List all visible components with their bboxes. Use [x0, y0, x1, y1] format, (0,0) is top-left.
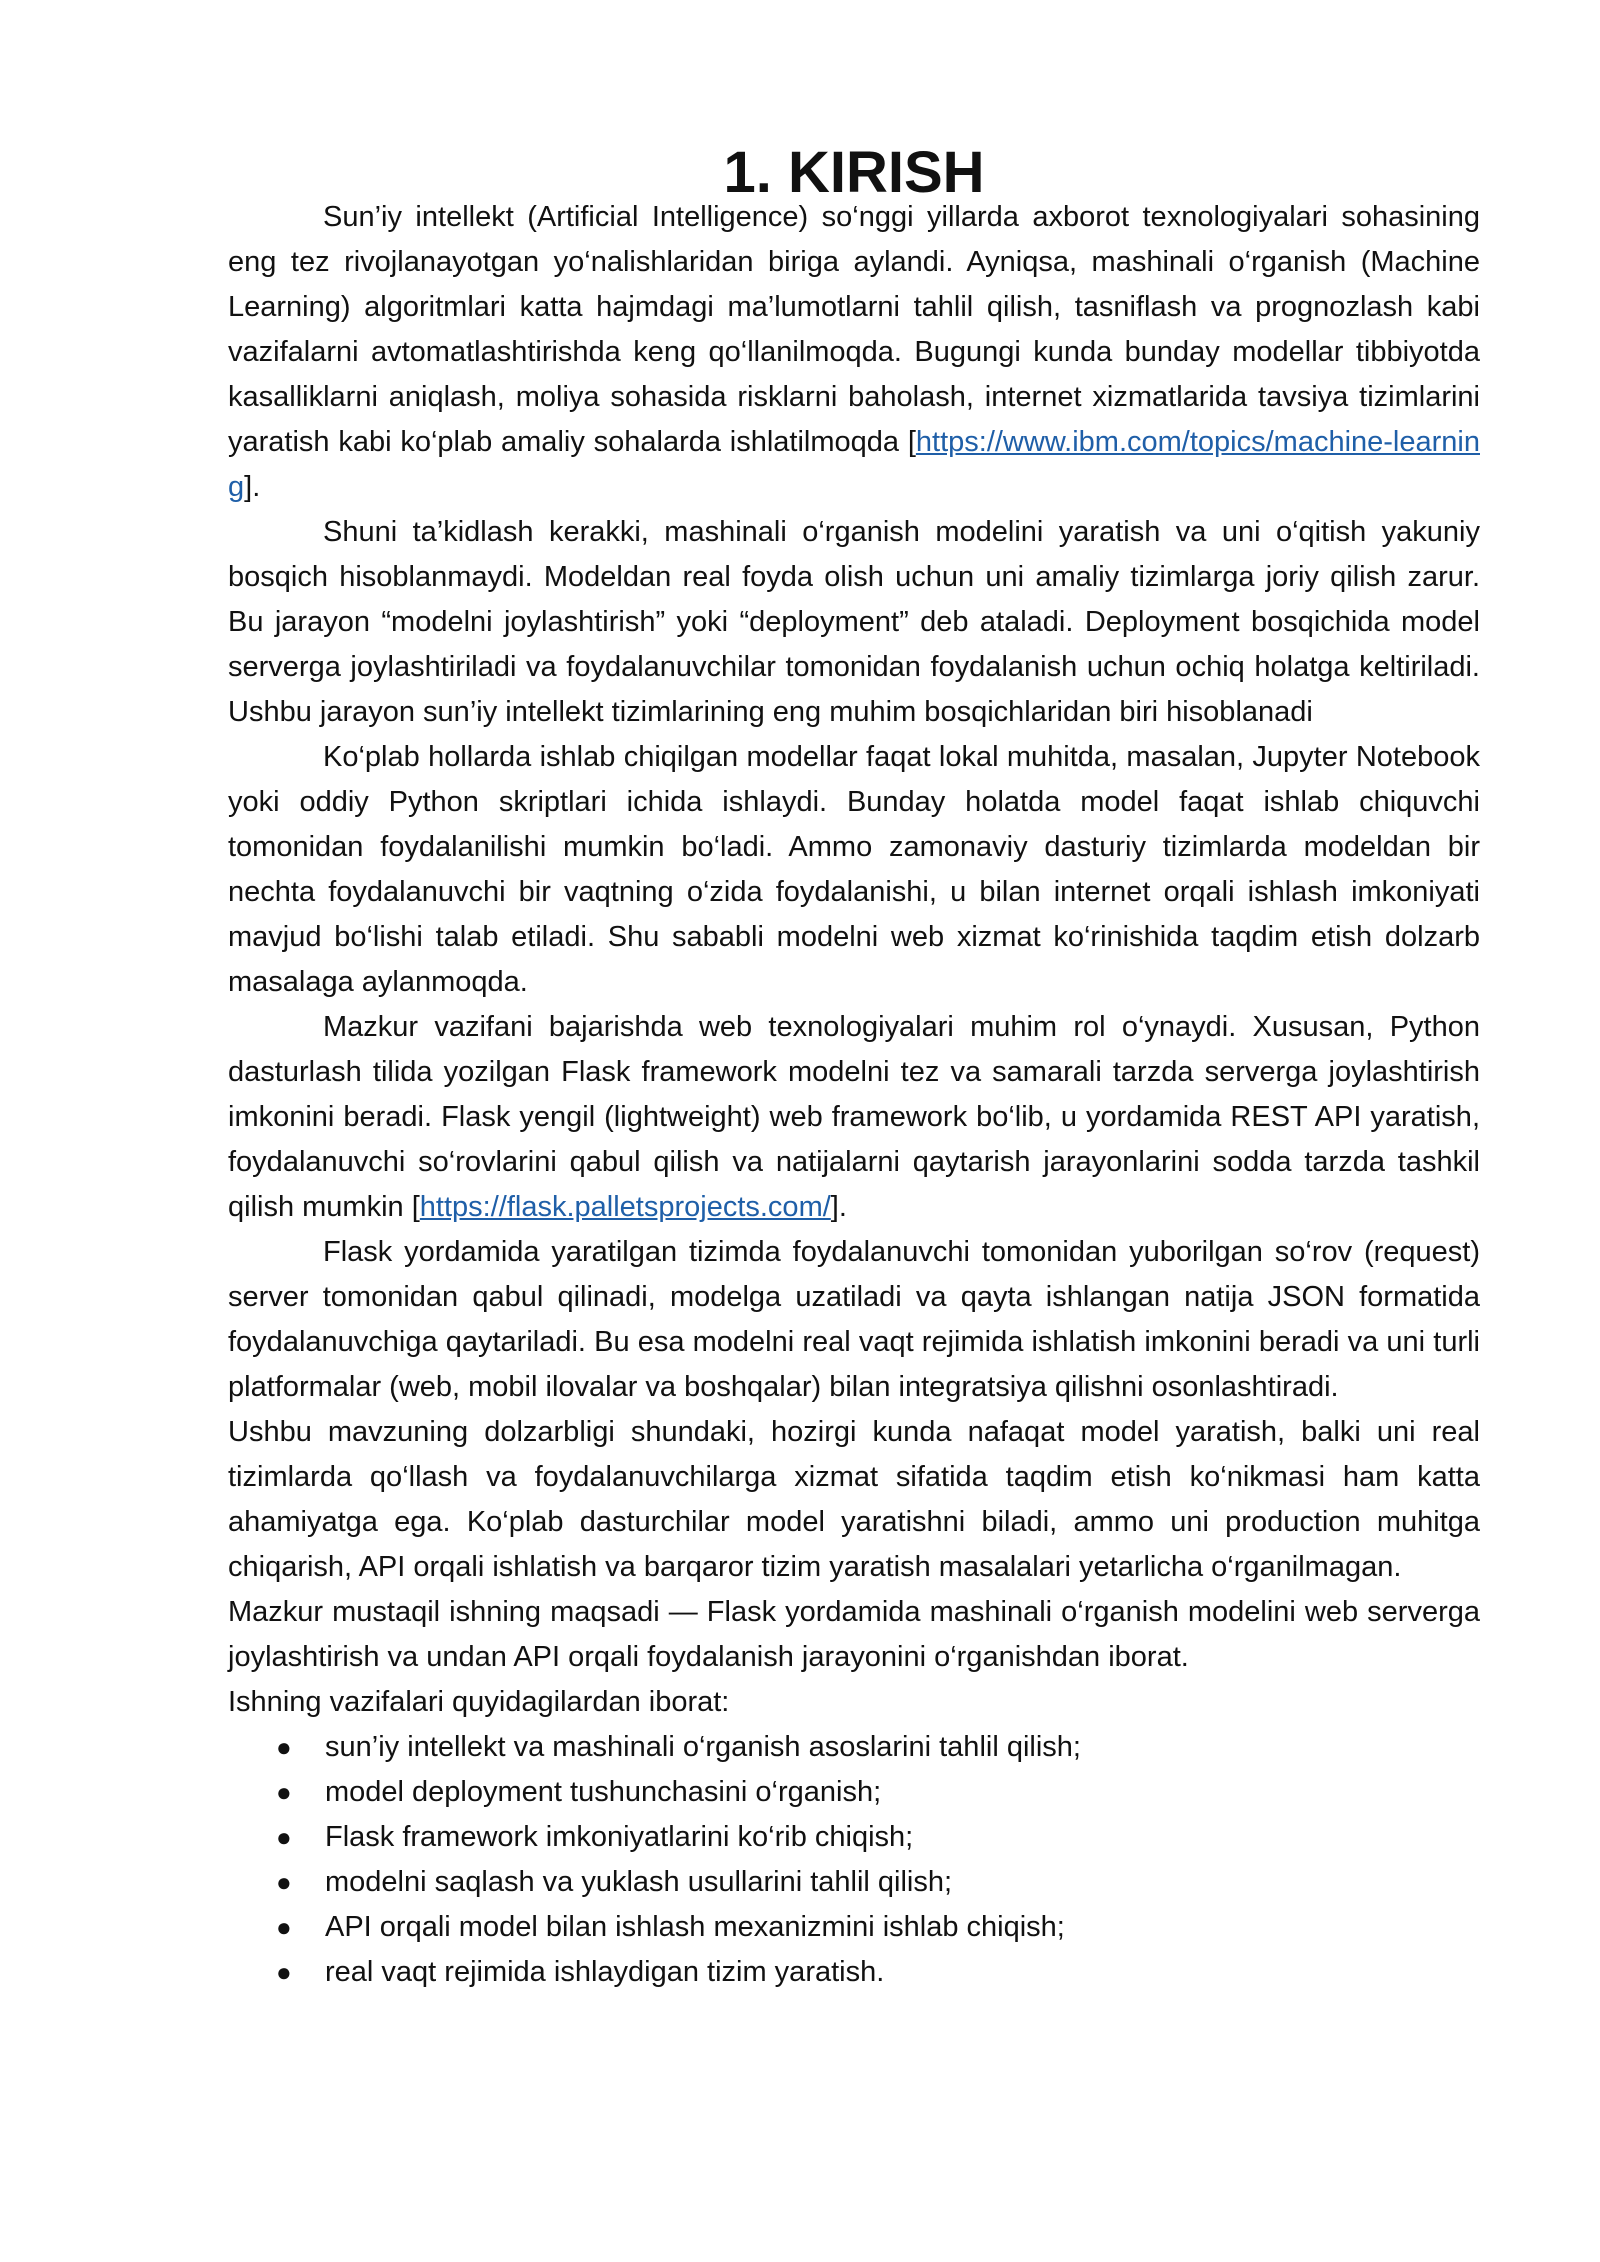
- list-item: [228, 1725, 1480, 1770]
- list-item-text: API orqali model bilan ishlash mexanizmini ishlab chiqish;: [325, 1911, 1065, 1943]
- bullet-icon: ●: [276, 1912, 292, 1942]
- paragraph-intro-text: Sun’iy intellekt (Artificial Intelligence) so‘nggi yillarda axborot texnologiyalari sohasining eng tez rivojlanayotgan yo‘nalishlaridan biriga aylandi. Ayniqsa, mashinali o‘rganish (Machine Learning) algoritmlari katta hajmdagi ma’lumotlarni tahlil qilish, tasniflash va prognozlash kabi vazifalarni avtomatlashtirishda keng qo‘llanilmoqda. Bugungi kunda bunday modellar tibbiyotda kasalliklarni aniqlash, moliya sohasida risklarni baholash, internet xizmatlarida tavsiya tizimlarini yaratish kabi ko‘plab amaliy sohalarda ishlatilmoqda [: [228, 201, 1480, 458]
- paragraph-intro-tail: ].: [244, 471, 261, 503]
- list-item: [228, 1905, 1480, 1950]
- list-item-text: sun’iy intellekt va mashinali o‘rganish asoslarini tahlil qilish;: [325, 1731, 1081, 1763]
- paragraph-local-models: Ko‘plab hollarda ishlab chiqilgan modellar faqat lokal muhitda, masalan, Jupyter Notebook yoki oddiy Python skriptlari ichida ishlaydi. Bunday holatda model faqat ishlab chiquvchi tomonidan foydalanilishi mumkin bo‘ladi. Ammo zamonaviy dasturiy tizimlarda modeldan bir nechta foydalanuvchi bir vaqtning o‘zida foydalanishi, u bilan internet orqali ishlash imkoniyati mavjud bo‘lishi talab etiladi. Shu sababli modelni web xizmat ko‘rinishida taqdim etish dolzarb masalaga aylanmoqda.: [228, 741, 1480, 998]
- list-item-text: Flask framework imkoniyatlarini ko‘rib chiqish;: [325, 1821, 914, 1853]
- list-item: [228, 1770, 1480, 1815]
- list-item-text: modelni saqlash va yuklash usullarini tahlil qilish;: [325, 1866, 953, 1898]
- bullet-icon: ●: [276, 1777, 292, 1807]
- paragraph-relevance: Ushbu mavzuning dolzarbligi shundaki, hozirgi kunda nafaqat model yaratish, balki uni real tizimlarda qo‘llash va foydalanuvchilarga xizmat sifatida taqdim etish ko‘nikmasi ham katta ahamiyatga ega. Ko‘plab dasturchilar model yaratishni biladi, ammo uni production muhitga chiqarish, API orqali ishlatish va barqaror tizim yaratish masalalari yetarlicha o‘rganilmagan.: [228, 1416, 1480, 1583]
- paragraph-goal: Mazkur mustaqil ishning maqsadi — Flask yordamida mashinali o‘rganish modelini web serverga joylashtirish va undan API orqali foydalanish jarayonini o‘rganishdan iborat.: [228, 1596, 1480, 1673]
- bullet-icon: ●: [276, 1732, 292, 1762]
- bullet-icon: ●: [276, 1867, 292, 1897]
- list-item-text: real vaqt rejimida ishlaydigan tizim yaratish.: [325, 1956, 885, 1988]
- flask-reference-link[interactable]: https://flask.palletsprojects.com/: [419, 1191, 831, 1223]
- document-page: [228, 140, 1480, 1995]
- paragraph-intro: [228, 195, 1480, 510]
- section-heading: 1. KIRISH: [723, 140, 985, 205]
- paragraph-flask-text: Mazkur vazifani bajarishda web texnologiyalari muhim rol o‘ynaydi. Xususan, Python dasturlash tilida yozilgan Flask framework modelni tez va samarali tarzda serverga joylashtirish imkonini beradi. Flask yengil (lightweight) web framework bo‘lib, u yordamida REST API yaratish, foydalanuvchi so‘rovlarini qabul qilish va natijalarni qaytarish jarayonlarini sodda tarzda tashkil qilish mumkin [: [228, 1011, 1480, 1223]
- ibm-reference-link[interactable]: https://www.ibm.com/topics/machine-learning: [228, 426, 1480, 503]
- bullet-icon: ●: [276, 1822, 292, 1852]
- bullet-icon: ●: [276, 1957, 292, 1987]
- list-item: [228, 1860, 1480, 1905]
- list-item: [228, 1950, 1480, 1995]
- paragraph-flask: [228, 1005, 1480, 1230]
- paragraph-request-flow: Flask yordamida yaratilgan tizimda foydalanuvchi tomonidan yuborilgan so‘rov (request) server tomonidan qabul qilinadi, modelga uzatiladi va qayta ishlangan natija JSON formatida foydalanuvchiga qaytariladi. Bu esa modelni real vaqt rejimida ishlatish imkonini beradi va uni turli platformalar (web, mobil ilovalar va boshqalar) bilan integratsiya qilishni osonlashtiradi.: [228, 1236, 1480, 1403]
- tasks-list: [228, 1725, 1480, 1995]
- paragraph-flask-tail: ].: [830, 1191, 847, 1223]
- paragraph-tasks-intro: Ishning vazifalari quyidagilardan iborat:: [228, 1686, 730, 1718]
- paragraph-deployment: Shuni ta’kidlash kerakki, mashinali o‘rganish modelini yaratish va uni o‘qitish yakuniy bosqich hisoblanmaydi. Modeldan real foyda olish uchun uni amaliy tizimlarga joriy qilish zarur. Bu jarayon “modelni joylashtirish” yoki “deployment” deb ataladi. Deployment bosqichida model serverga joylashtiriladi va foydalanuvchilar tomonidan foydalanish uchun ochiq holatga keltiriladi. Ushbu jarayon sun’iy intellekt tizimlarining eng muhim bosqichlaridan biri hisoblanadi: [228, 516, 1480, 728]
- list-item-text: model deployment tushunchasini o‘rganish;: [325, 1776, 882, 1808]
- list-item: [228, 1815, 1480, 1860]
